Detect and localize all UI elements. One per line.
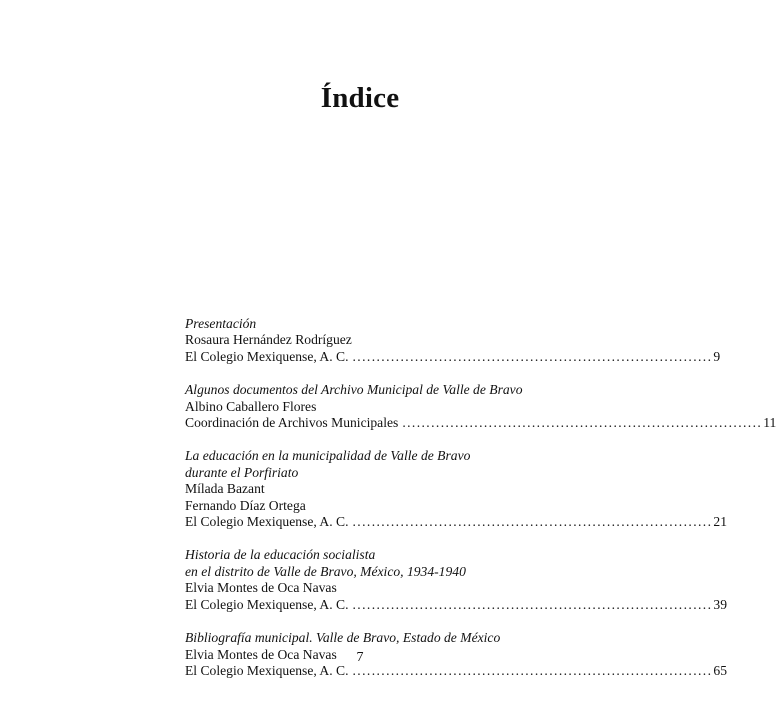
entry-institution-line [185,514,727,530]
entry-institution: Coordinación de Archivos Municipales [185,415,399,431]
entry-page-number: 65 [713,662,727,678]
entry-page-number: 21 [713,514,727,530]
entry-institution: El Colegio Mexiquense, A. C. [185,348,349,364]
entry-page-number: 39 [713,596,727,612]
entry-title: La educación en la municipalidad de Valle de Bravo [185,448,471,464]
dot-leader: ........................................................................... [352,662,713,678]
entry-title-continuation: durante el Porfiriato [185,464,299,480]
entry-institution-line [185,415,776,431]
dot-leader: ........................................................................... [352,514,713,530]
entry-author: Rosaura Hernández Rodríguez [185,332,352,348]
entry-institution-line [185,348,721,365]
entry-title: Algunos documentos del Archivo Municipal de Valle de Bravo [185,382,523,398]
entry-page-number: 11 [763,415,776,431]
entry-author: Elvia Montes de Oca Navas [185,646,337,662]
dot-leader: ........................................................................... [352,596,713,612]
entry-author: Elvia Montes de Oca Navas [185,580,337,596]
toc-entry-educacion-socialista [185,547,727,613]
entry-author: Albino Caballero Flores [185,398,317,414]
dot-leader: ........................................................................... [352,348,713,364]
toc-entry-presentacion [185,316,721,365]
entry-institution: El Colegio Mexiquense, A. C. [185,514,349,530]
entry-page-number: 9 [713,348,721,364]
entry-title-continuation: en el distrito de Valle de Bravo, México, 1934-1940 [185,563,466,579]
entry-title: Bibliografía municipal. Valle de Bravo, Estado de México [185,630,501,646]
entry-institution: El Colegio Mexiquense, A. C. [185,596,349,612]
table-of-contents [185,316,776,696]
toc-entry-documentos-archivo [185,382,776,431]
dot-leader: ........................................................................... [402,415,763,431]
page-title: Índice [320,82,400,114]
page-number: 7 [356,650,364,665]
entry-institution-line [185,596,727,613]
entry-title: Presentación [185,316,257,331]
entry-author: Mílada Bazant [185,481,265,497]
toc-entry-educacion-porfiriato [185,448,727,530]
entry-author: Fernando Díaz Ortega [185,497,306,513]
entry-title: Historia de la educación socialista [185,547,376,563]
entry-institution: El Colegio Mexiquense, A. C. [185,662,349,678]
